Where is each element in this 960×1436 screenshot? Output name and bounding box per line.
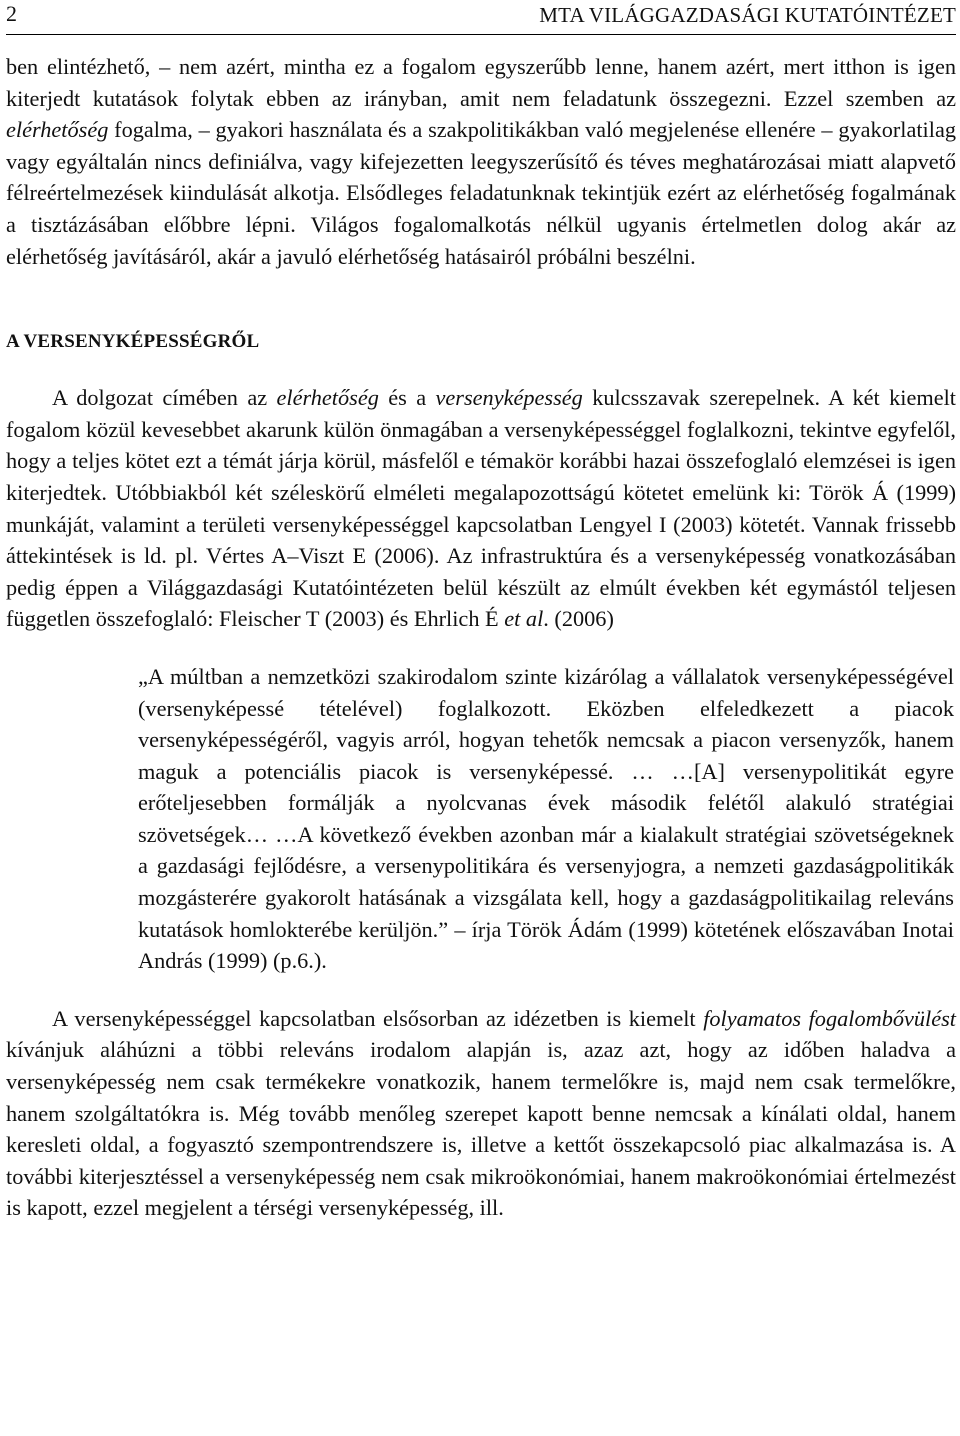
emphasis-et-al: et al [504, 606, 544, 632]
text-run: A dolgozat címében az [52, 385, 277, 411]
text-run: ben elintézhető, – nem azért, mintha ez a fogalom egyszerűbb lenne, hanem azért, mert itthon is igen kiterjedt kutatások folytak ebben az irányban, amit nem feladatunk összegezni. Ezzel szemben az [6, 54, 956, 111]
emphasis-fogalombovules: folyamatos fogalombővülést [703, 1005, 956, 1031]
text-run: fogalma, – gyakori használata és a szakpolitikákban való megjelenése ellenére – gyakorlatilag vagy egyáltalán nincs definiálva, vagy kifejezetten leegyszerűsítő és téves meghatározásai miatt alapvető félreértelmezések kiindulását alkotja. Elsődleges feladatunknak tekintjük ezért az elérhetőség fogalmának a tisztázásában előbbre lépni. Világos fogalomalkotás nélkül ugyanis értelmetlen dolog akár az elérhetőség javításáról, akár a javuló elérhetőség hatásairól próbálni beszélni. [6, 117, 956, 269]
emphasis-elerhetoseg: elérhetőség [276, 385, 379, 411]
document-page [6, 0, 956, 1224]
page-number: 2 [6, 1, 17, 26]
paragraph-elerhetoseg-intro [6, 51, 956, 272]
text-run: kulcsszavak szerepelnek. A két kiemelt fogalom közül kevesebbet akarunk külön önmagában a versenyképességgel foglalkozni, tekintve egyfelől, hogy a teljes kötet ezt a témát járja körül, másfelől e témakör korábbi hazai összefoglaló elemzései is igen kiterjedtek. Utóbbiakból két széleskörű elméleti megalapozottságú kötetet emelünk ki: Török Á (1999) munkáját, valamint a területi versenyképességgel kapcsolatban Lengyel I (2003) kötetét. Vannak frissebb áttekintések is ld. pl. Vértes A–Viszt E (2006). Az infrastruktúra és a versenyképesség vonatkozásában pedig éppen a Világgazdasági Kutatóintézeten belül készült az elmúlt években két egymástól teljesen független összefoglaló: Fleischer T (2003) és Ehrlich É [6, 385, 957, 632]
text-run: A versenyképességgel kapcsolatban elsősorban az idézetben is kiemelt [52, 1005, 704, 1031]
emphasis-versenykepesseg: versenyképesség [435, 385, 583, 411]
running-title: MTA VILÁGGAZDASÁGI KUTATÓINTÉZET [539, 3, 956, 27]
text-run: . (2006) [543, 606, 614, 632]
paragraph-fogalombovules [6, 1003, 956, 1224]
page-header [6, 0, 956, 35]
block-quote: „A múltban a nemzetközi szakirodalom szinte kizárólag a vállalatok versenyképességével (versenyképessé tételével) foglalkozott. Eközben elfeledkezett a piacok versenyképességéről, vagyis arról, hogyan tehetők nemcsak a piacon versenyzők, hanem maguk a potenciális piacok is versenyképessé. … …[A] versenypolitikát egyre erőteljesebben formálják a nyolcvanas évek második felétől alakuló stratégiai szövetségek… …A következő években azonban már a kialakult stratégiai szövetségeknek a gazdasági fejlődésre, a versenypolitikára és versenyjogra, a nemzeti gazdaságpolitikák mozgásterére gyakorolt hatásának a vizsgálata kell, hogy a gazdaságpolitikailag releváns kutatások homlokterébe kerüljön.” – írja Török Ádám (1999) kötetének előszavában Inotai András (1999) (p.6.). [138, 663, 954, 974]
emphasis-elerhetoseg: elérhetőség [6, 117, 109, 143]
section-heading: A VERSENYKÉPESSÉGRŐL [6, 331, 260, 353]
paragraph-versenykepesseg [6, 382, 956, 635]
text-run: kívánjuk aláhúzni a többi releváns irodalom alapján is, azaz azt, hogy az időben haladva a versenyképesség nem csak termékekre vonatkozik, hanem termelőkre is, majd nem csak termelőkre, hanem szolgáltatókra is. Még tovább menőleg szerepet kapott benne nemcsak a kínálati oldal, hanem keresleti oldal, a fogyasztó szempontrendszere is, illetve a kettőt összekapcsoló piac alkalmazása is. A további kiterjesztéssel a versenyképesség nem csak mikroökonómiai, hanem makroökonómiai értelmezést is kapott, ezzel megjelent a térségi versenyképesség, ill. [6, 1037, 956, 1221]
text-run: és a [378, 385, 436, 411]
